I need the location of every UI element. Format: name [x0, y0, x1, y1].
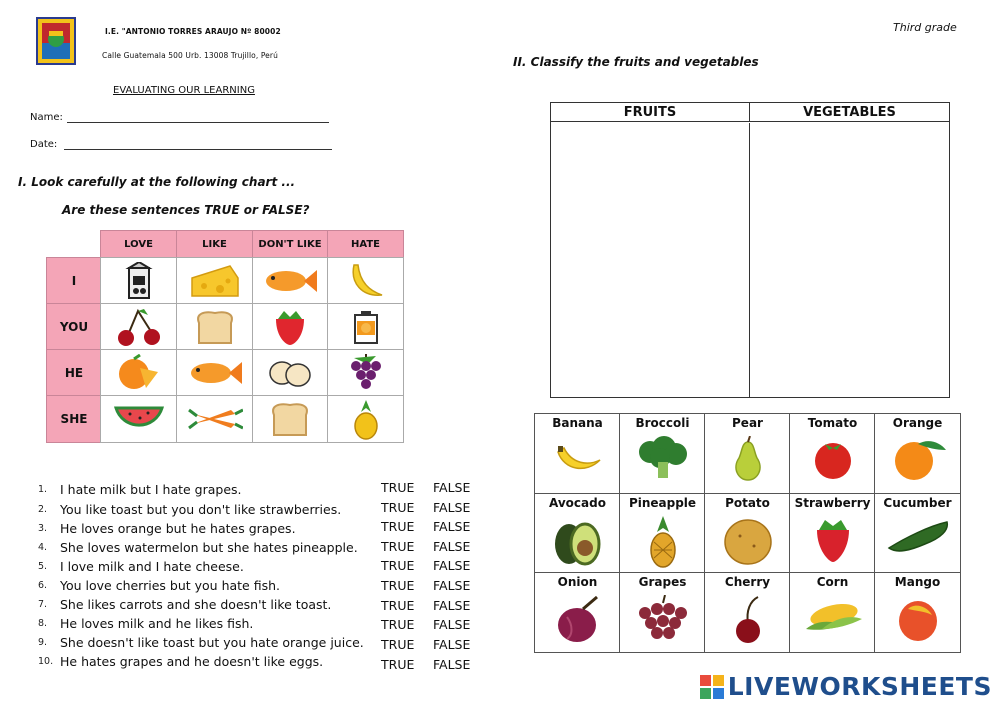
mango-icon: [894, 595, 942, 643]
section2-title: II. Classify the fruits and vegetables: [513, 55, 759, 69]
produce-label: Tomato: [807, 416, 858, 430]
produce-card-pear[interactable]: [704, 413, 791, 495]
col-header-hate: HATE: [327, 230, 404, 258]
produce-card-avocado[interactable]: [534, 493, 621, 574]
onion-icon: [553, 595, 603, 645]
avocado-icon: [551, 516, 605, 566]
produce-card-pineapple[interactable]: [619, 493, 706, 574]
potato-icon: [722, 516, 774, 566]
produce-card-cherry[interactable]: [704, 572, 791, 653]
fruits-header: FRUITS: [551, 103, 750, 122]
grapes-icon: [346, 352, 386, 394]
cell-you-like: [176, 303, 253, 350]
produce-card-tomato[interactable]: [789, 413, 876, 495]
section1-question: Are these sentences TRUE or FALSE?: [62, 203, 310, 217]
produce-grid: [534, 413, 959, 651]
col-header-love: LOVE: [100, 230, 177, 258]
sentence-text: She likes carrots and she doesn't like toast.: [60, 597, 332, 612]
sentence-text: She doesn't like toast but you hate orange juice.: [60, 635, 364, 650]
produce-card-potato[interactable]: [704, 493, 791, 574]
produce-card-mango[interactable]: [874, 572, 961, 653]
sentence-number: 5.: [38, 561, 48, 572]
false-option[interactable]: FALSE: [433, 578, 471, 593]
true-option[interactable]: TRUE: [381, 637, 415, 652]
pineapple-icon: [646, 516, 680, 568]
false-option[interactable]: FALSE: [433, 539, 471, 554]
false-option[interactable]: FALSE: [433, 657, 471, 672]
cell-you-love: [100, 303, 177, 350]
cucumber-icon: [885, 516, 951, 556]
sentence-text: He loves milk and he likes fish.: [60, 616, 254, 631]
broccoli-icon: [636, 436, 690, 480]
corn-icon: [802, 595, 864, 637]
row-header-i: I: [46, 257, 102, 304]
school-address: Calle Guatemala 500 Urb. 13008 Trujillo, Perú: [102, 51, 278, 60]
produce-card-banana[interactable]: [534, 413, 621, 495]
liveworksheets-badge-icon: [700, 675, 724, 699]
sentence-text: She loves watermelon but she hates pineapple.: [60, 540, 358, 555]
cherries-icon: [114, 307, 164, 347]
cell-he-like: [176, 349, 253, 396]
sentence-number: 7.: [38, 599, 48, 610]
strawberry-icon: [270, 307, 310, 347]
liveworksheets-text: LIVEWORKSHEETS: [727, 672, 992, 701]
produce-label: Grapes: [638, 575, 687, 589]
cell-i-like: [176, 257, 253, 304]
pear-icon: [730, 436, 766, 482]
sentence-text: He hates grapes and he doesn't like eggs.: [60, 654, 324, 669]
cell-she-like: [176, 395, 253, 443]
produce-label: Pineapple: [628, 496, 697, 510]
col-header-like: LIKE: [176, 230, 253, 258]
true-option[interactable]: TRUE: [381, 539, 415, 554]
cell-i-dont-like: [252, 257, 328, 304]
date-field[interactable]: [64, 137, 332, 150]
liveworksheets-logo: [700, 672, 992, 701]
preference-chart: [46, 230, 404, 444]
list-item: [38, 632, 488, 651]
sentence-number: 3.: [38, 523, 48, 534]
cell-he-hate: [327, 349, 404, 396]
true-option[interactable]: TRUE: [381, 558, 415, 573]
produce-label: Avocado: [549, 496, 606, 510]
toast-icon: [268, 401, 312, 437]
watermelon-icon: [114, 404, 164, 434]
produce-label: Cherry: [724, 575, 771, 589]
sentence-number: 2.: [38, 504, 48, 515]
sentence-number: 8.: [38, 618, 48, 629]
list-item: [38, 594, 488, 613]
cell-you-hate: [327, 303, 404, 350]
orange-icon: [116, 354, 162, 392]
vegetables-drop-zone[interactable]: [750, 123, 949, 397]
tomato-icon: [811, 436, 855, 480]
cell-she-dont-like: [252, 395, 328, 443]
name-label: Name:: [30, 112, 63, 123]
sentence-text: I hate milk but I hate grapes.: [60, 482, 242, 497]
sentence-number: 4.: [38, 542, 48, 553]
produce-card-broccoli[interactable]: [619, 413, 706, 495]
grapes-icon: [635, 595, 691, 643]
produce-label: Corn: [816, 575, 849, 589]
list-item: [38, 480, 488, 499]
produce-card-orange[interactable]: [874, 413, 961, 495]
list-item: [38, 651, 488, 670]
pineapple-icon: [351, 398, 381, 440]
milk-icon: [124, 262, 154, 300]
false-option[interactable]: FALSE: [433, 480, 471, 495]
row-header-she: SHE: [46, 395, 102, 443]
true-option[interactable]: TRUE: [381, 598, 415, 613]
false-option[interactable]: FALSE: [433, 500, 471, 515]
banana-icon: [554, 436, 602, 476]
false-option[interactable]: FALSE: [433, 598, 471, 613]
false-option[interactable]: FALSE: [433, 617, 471, 632]
true-option[interactable]: TRUE: [381, 578, 415, 593]
true-option[interactable]: TRUE: [381, 617, 415, 632]
orange-juice-icon: [351, 309, 381, 345]
produce-card-grapes[interactable]: [619, 572, 706, 653]
produce-card-strawberry[interactable]: [789, 493, 876, 574]
true-option[interactable]: TRUE: [381, 500, 415, 515]
strawberry-icon: [813, 516, 853, 564]
fruits-drop-zone[interactable]: [551, 123, 750, 397]
grade-label: Third grade: [893, 21, 957, 34]
produce-label: Cucumber: [883, 496, 952, 510]
fish-icon: [187, 359, 243, 387]
vegetables-header: VEGETABLES: [750, 103, 949, 122]
col-header-dont-like: DON'T LIKE: [252, 230, 328, 258]
true-option[interactable]: TRUE: [381, 519, 415, 534]
produce-label: Onion: [557, 575, 598, 589]
row-header-you: YOU: [46, 303, 102, 350]
produce-label: Mango: [894, 575, 941, 589]
toast-icon: [193, 309, 237, 345]
sentence-number: 10.: [38, 656, 54, 667]
orange-icon: [888, 436, 948, 482]
cell-you-dont-like: [252, 303, 328, 350]
produce-label: Pear: [732, 416, 763, 430]
produce-card-corn[interactable]: [789, 572, 876, 653]
sentence-number: 9.: [38, 637, 48, 648]
list-item: [38, 537, 488, 556]
produce-label: Banana: [552, 416, 603, 430]
false-option[interactable]: FALSE: [433, 519, 471, 534]
sentence-text: You like toast but you don't like strawberries.: [60, 502, 342, 517]
school-crest: [36, 17, 76, 65]
sentence-number: 1.: [38, 484, 48, 495]
false-option[interactable]: FALSE: [433, 558, 471, 573]
sentence-text: I love milk and I hate cheese.: [60, 559, 244, 574]
cell-i-hate: [327, 257, 404, 304]
cell-she-hate: [327, 395, 404, 443]
date-label: Date:: [30, 139, 58, 150]
cheese-icon: [190, 264, 240, 298]
produce-label: Potato: [725, 496, 770, 510]
produce-label: Orange: [892, 416, 943, 430]
cherry-icon: [728, 595, 768, 645]
row-header-he: HE: [46, 349, 102, 396]
produce-card-cucumber[interactable]: [874, 493, 961, 574]
list-item: [38, 613, 488, 632]
produce-card-onion[interactable]: [534, 572, 621, 653]
worksheet-title: EVALUATING OUR LEARNING: [113, 85, 255, 96]
name-field[interactable]: [67, 110, 329, 123]
banana-icon: [346, 261, 386, 301]
classify-table: [550, 102, 950, 398]
list-item: [38, 499, 488, 518]
list-item: [38, 518, 488, 537]
cell-he-dont-like: [252, 349, 328, 396]
true-option[interactable]: TRUE: [381, 480, 415, 495]
section1-title: I. Look carefully at the following chart ...: [18, 175, 296, 189]
true-option[interactable]: TRUE: [381, 657, 415, 672]
sentence-text: He loves orange but he hates grapes.: [60, 521, 296, 536]
eggs-icon: [268, 358, 312, 388]
cell-i-love: [100, 257, 177, 304]
false-option[interactable]: FALSE: [433, 637, 471, 652]
school-name: I.E. "ANTONIO TORRES ARAUJO Nº 80002: [105, 27, 281, 36]
carrots-icon: [187, 406, 243, 432]
list-item: [38, 575, 488, 594]
cell-he-love: [100, 349, 177, 396]
sentence-text: You love cherries but you hate fish.: [60, 578, 280, 593]
cell-she-love: [100, 395, 177, 443]
produce-label: Strawberry: [794, 496, 871, 510]
sentence-number: 6.: [38, 580, 48, 591]
list-item: [38, 556, 488, 575]
fish-icon: [262, 267, 318, 295]
produce-label: Broccoli: [635, 416, 690, 430]
